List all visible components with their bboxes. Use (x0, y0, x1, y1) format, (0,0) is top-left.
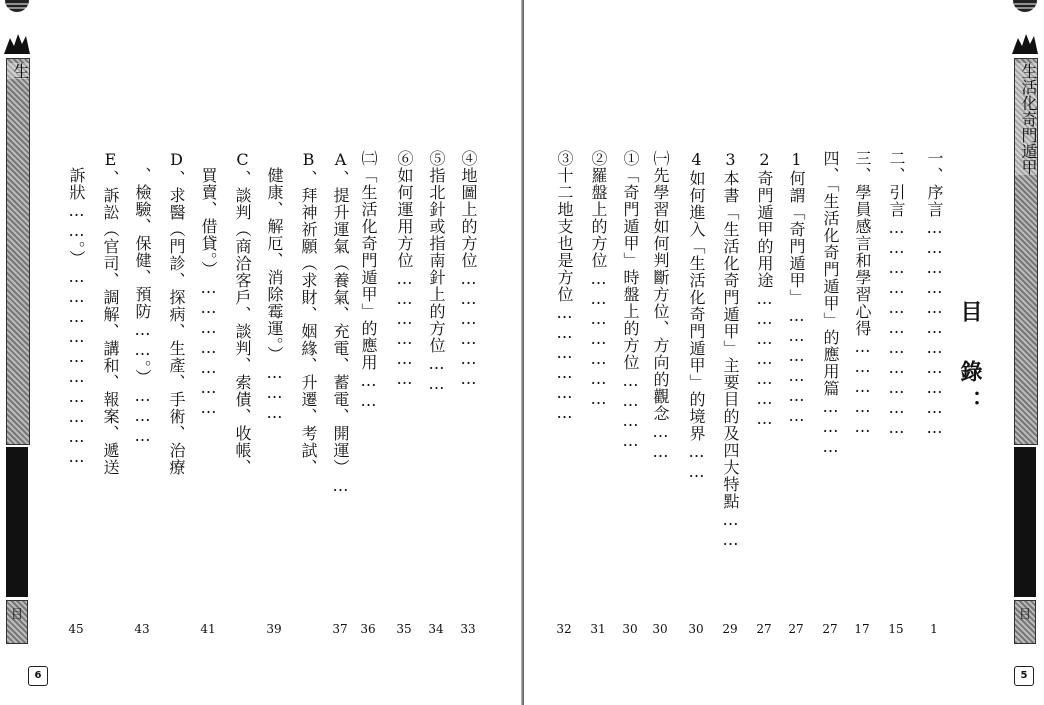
toc-entry-text: ②羅盤上的方位………………… (589, 150, 608, 409)
side-tab-body (1014, 58, 1038, 445)
toc-entry-text: C、談判（商洽客戶、談判、索債、收帳、 (233, 150, 252, 476)
toc-entry-text: E、訴訟（官司、調解、講和、報案、遞送 (101, 150, 120, 476)
toc-entry-page: 29 (722, 622, 738, 636)
toc-entry-text: ⑤指北針或指南針上的方位…… (427, 150, 446, 394)
toc-entry-text: A、提升運氣（養氣、充電、蓄電、開運）… (331, 150, 350, 496)
side-tab-title: 生 (7, 63, 29, 79)
toc-entry-text: ㈠先學習如何判斷方位、方向的觀念…… (651, 150, 670, 462)
mountain-icon (4, 30, 30, 54)
toc-entry-page: 45 (68, 622, 84, 636)
page-number: 5 (1014, 666, 1034, 686)
toc-entry-text: 二、引言…………………………… (887, 150, 906, 438)
toc-entry-text: ④地圖上的方位……………… (459, 150, 478, 389)
toc-entry-page: 32 (556, 622, 572, 636)
side-tab-badge: 目 (6, 600, 28, 644)
toc-entry-page: 27 (756, 622, 772, 636)
right-page (524, 0, 1044, 705)
toc-entry-text: 3本書「生活化奇門遁甲」主要目的及四大特點…… (721, 150, 740, 550)
right-side-tab (1012, 0, 1038, 705)
toc-entry-text: ①「奇門遁甲」時盤上的方位………… (621, 150, 640, 451)
toc-entry-text: 三、學員感言和學習心得…………… (853, 150, 872, 437)
toc-entry-page: 33 (460, 622, 476, 636)
toc-entry-text: 買賣、借貸。）………………… (199, 150, 218, 418)
toc-entry-page: 31 (590, 622, 606, 636)
toc-entry-page: 30 (652, 622, 668, 636)
toc-entry-page: 27 (788, 622, 804, 636)
side-tab-badge: 目 (1014, 600, 1036, 644)
toc-entry-text: ⑥如何運用方位……………… (395, 150, 414, 389)
toc-entry-page: 39 (266, 622, 282, 636)
toc-entry-text: 一、序言…………………………… (925, 150, 944, 438)
toc-entry-page: 30 (688, 622, 704, 636)
toc-entry-page: 27 (822, 622, 838, 636)
toc-entry-page: 36 (360, 622, 376, 636)
toc-entry-page: 35 (396, 622, 412, 636)
toc-entry-text: 1何謂「奇門遁甲」……………… (787, 150, 806, 426)
left-side-tab (4, 0, 30, 705)
side-tab-body (6, 58, 30, 445)
toc-entry-text: ㈡「生活化奇門遁甲」的應用…… (359, 150, 378, 411)
toc-entry-page: 15 (888, 622, 904, 636)
side-tab-title: 生活化奇門遁甲 (1015, 63, 1037, 175)
toc-entry-text: 訴狀……。）………………………… (67, 150, 86, 467)
toc-entry-page: 17 (854, 622, 870, 636)
toc-entry-text: 健康、解厄、消除霉運。）……… (265, 150, 284, 423)
side-tab-black-band (1014, 447, 1036, 597)
page-number: 6 (28, 666, 48, 686)
page-title: 目 錄： (957, 300, 982, 420)
mountain-icon (1012, 30, 1038, 54)
toc-entry-text: 、檢驗、保健、預防……。）……… (133, 150, 152, 446)
toc-entry-page: 30 (622, 622, 638, 636)
toc-entry-text: D、求醫（門診、探病、生產、手術、治療 (167, 150, 186, 476)
toc-entry-page: 43 (134, 622, 150, 636)
toc-entry-page: 1 (930, 622, 938, 636)
side-tab-black-band (6, 447, 28, 597)
toc-entry-page: 37 (332, 622, 348, 636)
toc-entry-page: 34 (428, 622, 444, 636)
half-circle-icon (4, 0, 30, 26)
toc-entry-page: 41 (200, 622, 216, 636)
toc-entry-text: 四、「生活化奇門遁甲」的應用篇……… (821, 150, 840, 457)
half-circle-icon (1012, 0, 1038, 26)
toc-entry-text: ③十二地支也是方位……………… (555, 150, 574, 423)
toc-entry-text: B、拜神祈願（求財、姻緣、升遷、考試、 (299, 150, 318, 476)
toc-entry-text: 2奇門遁甲的用途………………… (755, 150, 774, 429)
toc-entry-text: 4如何進入「生活化奇門遁甲」的境界…… (687, 150, 706, 482)
